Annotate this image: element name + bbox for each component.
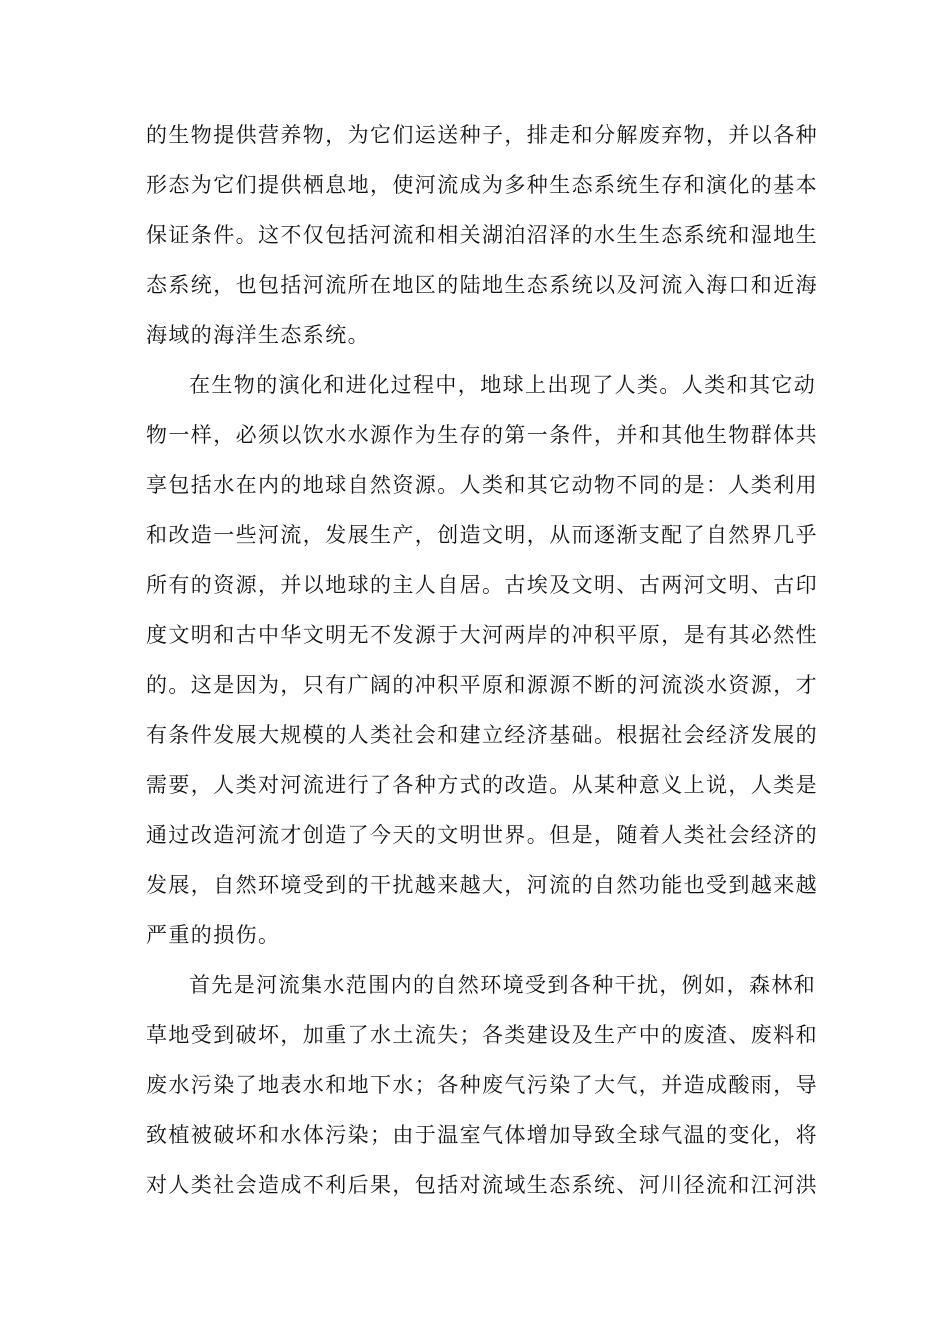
paragraph-1-line-1: 的生物提供营养物，为它们运送种子，排走和分解废弃物，并以各种 (146, 123, 818, 147)
paragraph-2-line-3: 享包括水在内的地球自然资源。人类和其它动物不同的是：人类利用 (146, 473, 818, 497)
paragraph-3-line-4: 致植被破坏和水体污染；由于温室气体增加导致全球气温的变化，将 (146, 1123, 818, 1147)
paragraph-1-line-3: 保证条件。这不仅包括河流和相关湖泊沼泽的水生生态系统和湿地生 (146, 223, 818, 247)
paragraph-2-line-11: 发展，自然环境受到的干扰越来越大，河流的自然功能也受到越来越 (146, 873, 818, 897)
paragraph-2-line-10: 通过改造河流才创造了今天的文明世界。但是，随着人类社会经济的 (146, 823, 818, 847)
paragraph-2-line-7: 的。这是因为，只有广阔的冲积平原和源源不断的河流淡水资源，才 (146, 673, 818, 697)
paragraph-2-line-2: 物一样，必须以饮水水源作为生存的第一条件，并和其他生物群体共 (146, 423, 818, 447)
paragraph-2-line-6: 度文明和古中华文明无不发源于大河两岸的冲积平原，是有其必然性 (146, 623, 818, 647)
paragraph-2-line-5: 所有的资源，并以地球的主人自居。古埃及文明、古两河文明、古印 (146, 573, 818, 597)
paragraph-3-line-1: 首先是河流集水范围内的自然环境受到各种干扰，例如，森林和 (189, 973, 817, 997)
paragraph-1-line-5: 海域的海洋生态系统。 (146, 323, 370, 347)
paragraph-2-line-12: 严重的损伤。 (146, 923, 281, 947)
paragraph-2-line-1: 在生物的演化和进化过程中，地球上出现了人类。人类和其它动 (189, 373, 817, 397)
paragraph-1-line-4: 态系统，也包括河流所在地区的陆地生态系统以及河流入海口和近海 (146, 273, 818, 297)
paragraph-1-line-2: 形态为它们提供栖息地，使河流成为多种生态系统生存和演化的基本 (146, 173, 818, 197)
paragraph-3-line-3: 废水污染了地表水和地下水；各种废气污染了大气，并造成酸雨，导 (146, 1073, 818, 1097)
paragraph-2-line-8: 有条件发展大规模的人类社会和建立经济基础。根据社会经济发展的 (146, 723, 818, 747)
paragraph-2-line-9: 需要，人类对河流进行了各种方式的改造。从某种意义上说，人类是 (146, 773, 818, 797)
paragraph-3-line-5: 对人类社会造成不利后果，包括对流域生态系统、河川径流和江河洪 (146, 1173, 818, 1197)
paragraph-2-line-4: 和改造一些河流，发展生产，创造文明，从而逐渐支配了自然界几乎 (146, 523, 818, 547)
paragraph-3-line-2: 草地受到破坏，加重了水土流失；各类建设及生产中的废渣、废料和 (146, 1023, 818, 1047)
